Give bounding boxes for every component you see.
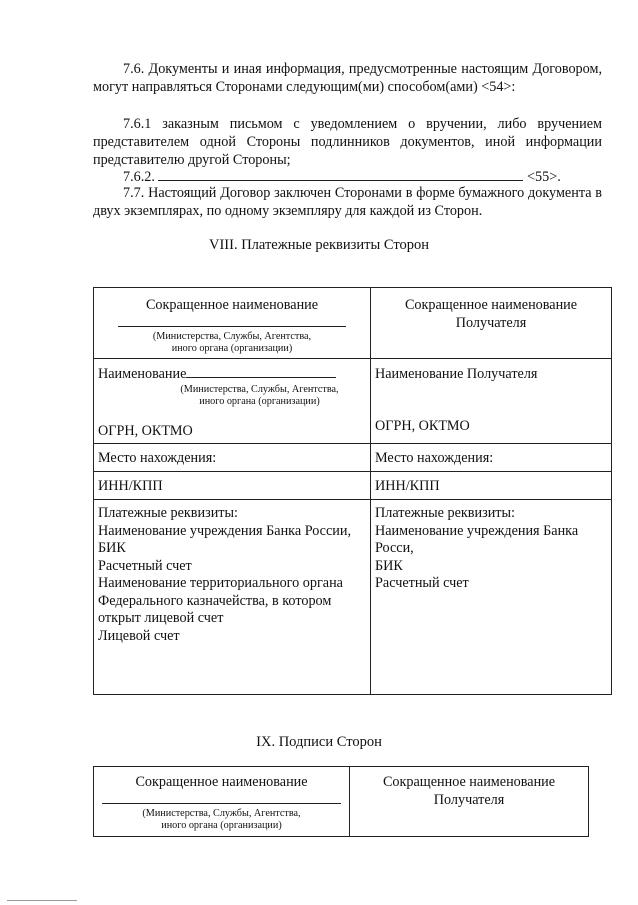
left-bank-line: Платежные реквизиты: [98,505,238,521]
left-header-label: Сокращенное наименование [145,297,319,313]
signature-right-cell [350,767,589,837]
footnote-separator [7,900,77,901]
right-inn: ИНН/КПП [371,472,612,500]
blank-line [158,167,523,181]
left-header-note: (Министерства, Службы, Агентства, иного органа (организации) [152,331,312,354]
left-bank-line: БИК [98,540,126,556]
signature-left-blank-line [102,803,341,804]
left-name-cell [94,359,371,444]
right-bank-line: Платежные реквизиты: [375,505,515,521]
table-row [94,444,612,472]
left-bank-cell [94,500,371,695]
right-name-label: Наименование Получателя [375,366,538,382]
right-header-cell [371,288,612,359]
right-ogrn: ОГРН, ОКТМО [375,418,470,434]
left-name-note: (Министерства, Службы, Агентства, иного органа (организации) [180,384,339,407]
section-9-title: IX. Подписи Сторон [256,734,382,750]
payment-details-table [93,287,612,695]
left-ogrn: ОГРН, ОКТМО [98,423,193,439]
paragraph-7-6-2-number: 7.6.2. [123,169,155,185]
table-row [94,767,589,837]
left-inn: ИНН/КПП [94,472,371,500]
left-bank-line: Расчетный счет [98,557,192,574]
left-header-blank-line [118,326,346,327]
signatures-table [93,766,589,837]
paragraph-7-6: 7.6. Документы и иная информация, предусмотренные настоящим Договором, могут направляться Сторонами следующим(ми) способом(ами) <54>: [93,61,602,95]
right-bank-line: БИК [375,557,403,574]
signature-left-note: (Министерства, Службы, Агентства, иного органа (организации) [142,808,301,831]
left-bank-line: Лицевой счет [98,627,180,644]
signature-right-header: Сокращенное наименование Получателя [382,774,556,808]
left-bank-line: Наименование территориального органа Федерального казначейства, в котором открыт лицевой счет [98,575,343,626]
table-row [94,472,612,500]
right-location: Место нахождения: [371,444,612,472]
footnote-ref-55: <55>. [527,169,561,185]
right-bank-line: Расчетный счет [375,575,469,591]
right-name-cell [371,359,612,444]
left-location: Место нахождения: [94,444,371,472]
right-bank-cell [371,500,612,695]
right-bank-line: Наименование учреждения Банка Росси, [375,522,579,556]
section-8-title: VIII. Платежные реквизиты Сторон [209,237,429,253]
left-header-cell [94,288,371,359]
table-row [94,288,612,359]
left-name-label: Наименование [98,366,187,382]
table-row [94,359,612,444]
paragraph-7-7: 7.7. Настоящий Договор заключен Сторонами в форме бумажного документа в двух экземплярах, по одному экземпляру для каждой из Сторон. [93,185,602,219]
paragraph-7-6-1: 7.6.1 заказным письмом с уведомлением о вручении, либо вручением представителем одной Стороны подлинников документов, иной информации представителю другой Стороны; [93,116,602,168]
table-row [94,500,612,695]
signature-left-cell [94,767,350,837]
left-name-blank-line [186,365,336,378]
right-header-label: Сокращенное наименование Получателя [404,297,578,331]
signature-left-header: Сокращенное наименование [135,774,308,790]
left-bank-line: Наименование учреждения Банка России, [98,522,351,539]
